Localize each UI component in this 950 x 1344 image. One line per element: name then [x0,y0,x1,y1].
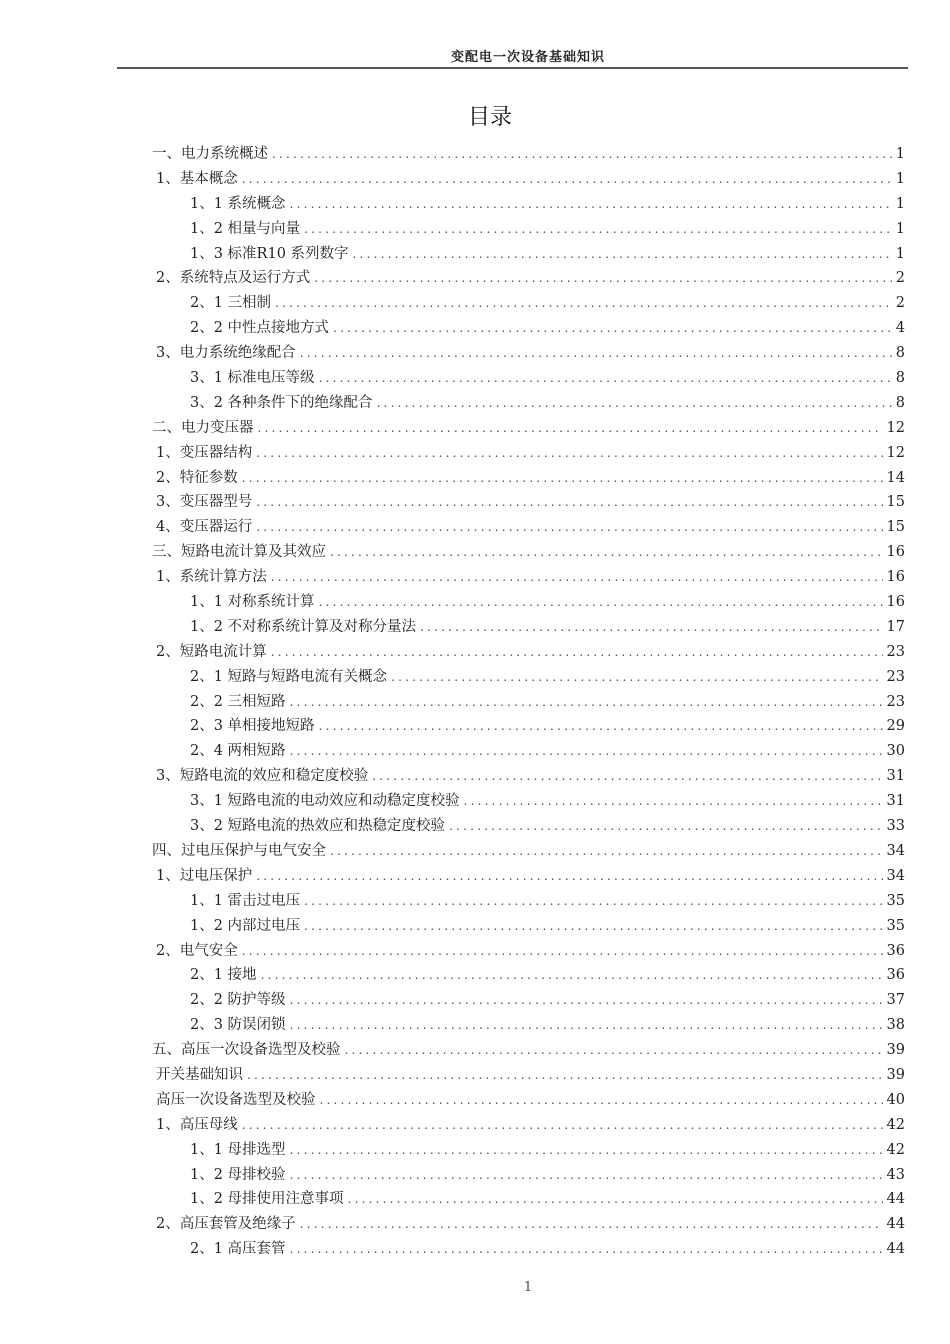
toc-entry-label: 1、2 母排使用注意事项 [190,1191,344,1208]
toc-entry-page: 39 [886,1066,905,1083]
toc-entry[interactable] [152,839,905,864]
toc-entry[interactable] [152,291,905,316]
dot-leader [333,321,892,335]
toc-entry[interactable] [152,391,905,416]
toc-entry-page: 36 [886,942,905,959]
toc-entry[interactable] [152,441,905,466]
dot-leader [420,620,882,634]
toc-entry-page: 30 [886,743,905,760]
dot-leader [319,371,892,385]
toc-entry[interactable] [152,988,905,1013]
toc-entry[interactable] [152,789,905,814]
toc-entry-page: 16 [886,544,905,561]
toc-entry-page: 43 [886,1166,905,1183]
dot-leader [464,794,883,808]
toc-entry-label: 2、特征参数 [156,469,238,486]
page-header-title: 变配电一次设备基础知识 [450,50,605,65]
dot-leader [242,471,883,485]
toc-entry-page: 31 [886,793,905,810]
dot-leader [330,844,883,858]
toc-entry-page: 35 [886,892,905,909]
dot-leader [449,819,882,833]
toc-entry-label: 1、1 雷击过电压 [190,892,301,909]
toc-entry[interactable] [152,1187,905,1212]
toc-entry[interactable] [152,739,905,764]
toc-entry-page: 8 [895,394,905,411]
dot-leader [271,570,883,584]
toc-entry[interactable] [152,1163,905,1188]
toc-entry[interactable] [152,366,905,391]
toc-entry[interactable] [152,142,905,167]
toc-entry-page: 40 [886,1091,905,1108]
dot-leader [348,1192,883,1206]
toc-entry-page: 15 [886,494,905,511]
toc-entry-label: 2、3 防误闭锁 [190,1017,286,1034]
toc-entry-label: 3、2 各种条件下的绝缘配合 [190,394,373,411]
toc-entry[interactable] [152,1237,905,1262]
toc-entry[interactable] [152,565,905,590]
toc-entry-label: 3、2 短路电流的热效应和热稳定度校验 [190,818,446,835]
dot-leader [258,421,883,435]
dot-leader [353,247,892,261]
toc-entry-label: 3、电力系统绝缘配合 [156,345,296,362]
toc-entry-label: 2、2 中性点接地方式 [190,320,330,337]
dot-leader [272,147,892,161]
toc-entry-page: 2 [895,270,905,287]
toc-entry-label: 高压一次设备选型及校验 [156,1091,316,1108]
header-rule [117,67,908,69]
dot-leader [377,396,892,410]
toc-entry-page: 44 [886,1216,905,1233]
toc-entry[interactable] [152,490,905,515]
toc-entry-label: 2、1 短路与短路电流有关概念 [190,668,388,685]
toc-entry-page: 33 [886,818,905,835]
toc-entry[interactable] [152,690,905,715]
toc-entry-page: 36 [886,967,905,984]
dot-leader [261,968,883,982]
dot-leader [314,271,892,285]
toc-entry-page: 2 [895,295,905,312]
toc-entry-page: 8 [895,370,905,387]
toc-entry[interactable] [152,266,905,291]
toc-entry[interactable] [152,665,905,690]
toc-entry-page: 12 [886,419,905,436]
toc-entry-page: 29 [886,718,905,735]
dot-leader [300,1217,883,1231]
dot-leader [247,1068,883,1082]
toc-entry-label: 1、3 标准R10 系列数字 [190,245,349,262]
toc-entry-page: 39 [886,1042,905,1059]
toc-entry-label: 1、1 系统概念 [190,195,286,212]
toc-entry[interactable] [152,889,905,914]
toc-entry-label: 1、2 不对称系统计算及对称分量法 [190,618,417,635]
toc-entry[interactable] [152,242,905,267]
dot-leader [304,222,892,236]
toc-entry[interactable] [152,939,905,964]
toc-entry-page: 38 [886,1017,905,1034]
toc-entry[interactable] [152,540,905,565]
toc-entry[interactable] [152,963,905,988]
toc-entry-page: 1 [895,170,905,187]
dot-leader [256,869,882,883]
toc-entry-page: 1 [895,245,905,262]
toc-entry-label: 1、2 内部过电压 [190,917,301,934]
dot-leader [290,1242,883,1256]
dot-leader [290,1018,883,1032]
toc-entry[interactable] [152,167,905,192]
toc-entry-page: 44 [886,1241,905,1258]
toc-entry-page: 34 [886,867,905,884]
toc-entry-label: 2、高压套管及绝缘子 [156,1216,296,1233]
toc-entry-label: 2、系统特点及运行方式 [156,270,311,287]
toc-entry-label: 一、电力系统概述 [152,146,268,162]
toc-entry[interactable] [152,1013,905,1038]
toc-entry-label: 1、过电压保护 [156,867,253,884]
toc-entry-label: 4、变压器运行 [156,519,253,536]
toc-entry-page: 42 [886,1116,905,1133]
toc-entry-label: 四、过电压保护与电气安全 [152,842,326,859]
toc-entry[interactable] [152,316,905,341]
toc-entry-page: 23 [886,693,905,710]
toc-entry-label: 五、高压一次设备选型及校验 [152,1042,341,1059]
dot-leader [372,769,882,783]
toc-entry-label: 1、1 母排选型 [190,1141,286,1158]
dot-leader [256,495,882,509]
dot-leader [290,993,883,1007]
toc-entry-page: 15 [886,519,905,536]
dot-leader [391,670,882,684]
toc-entry-page: 42 [886,1141,905,1158]
toc-entry[interactable] [152,714,905,739]
footer-page-number: 1 [523,1280,533,1295]
toc-entry-label: 2、1 接地 [190,967,257,984]
dot-leader [320,1093,883,1107]
toc-title: 目录 [467,105,512,130]
toc-entry-page: 44 [886,1191,905,1208]
toc-entry-label: 2、1 三相制 [190,295,272,312]
dot-leader [290,197,892,211]
toc-entry-page: 34 [886,842,905,859]
toc-entry-label: 3、1 标准电压等级 [190,370,315,387]
toc-entry-page: 37 [886,992,905,1009]
toc-entry[interactable] [152,466,905,491]
toc-entry[interactable] [152,914,905,939]
dot-leader [304,894,882,908]
dot-leader [319,595,883,609]
toc-entry-label: 2、4 两相短路 [190,743,286,760]
toc-entry-page: 23 [886,668,905,685]
dot-leader [275,296,892,310]
toc-entry-label: 1、2 母排校验 [190,1166,286,1183]
toc-entry[interactable] [152,615,905,640]
toc-entry-page: 1 [895,220,905,237]
toc-entry-page: 16 [886,569,905,586]
toc-entry-page: 4 [895,320,905,337]
toc-entry[interactable] [152,217,905,242]
toc-entry-label: 三、短路电流计算及其效应 [152,544,326,561]
toc-entry[interactable] [152,1063,905,1088]
toc-entry-label: 2、1 高压套管 [190,1241,286,1258]
toc-entry[interactable] [152,590,905,615]
toc-entry-page: 17 [886,618,905,635]
toc-entry-page: 23 [886,643,905,660]
toc-entry-page: 14 [886,469,905,486]
toc-entry-page: 1 [895,146,905,162]
toc-entry-label: 2、短路电流计算 [156,643,267,660]
dot-leader [242,172,892,186]
dot-leader [256,520,882,534]
toc-entry[interactable] [152,341,905,366]
toc-entry-label: 1、1 对称系统计算 [190,594,315,611]
dot-leader [345,1043,883,1057]
toc-entry-label: 二、电力变压器 [152,419,254,436]
toc-entry[interactable] [152,640,905,665]
toc-entry[interactable] [152,1113,905,1138]
toc-entry[interactable] [152,192,905,217]
toc-entry[interactable] [152,814,905,839]
toc-entry-label: 3、短路电流的效应和稳定度校验 [156,768,369,785]
dot-leader [256,446,882,460]
table-of-contents [152,142,905,1262]
dot-leader [271,645,883,659]
dot-leader [290,744,883,758]
toc-entry-label: 2、2 防护等级 [190,992,286,1009]
toc-entry-page: 1 [895,195,905,212]
dot-leader [304,919,882,933]
toc-entry-label: 2、2 三相短路 [190,693,286,710]
toc-entry[interactable] [152,864,905,889]
dot-leader [242,944,883,958]
toc-entry[interactable] [152,515,905,540]
dot-leader [290,1143,883,1157]
toc-entry[interactable] [152,416,905,441]
toc-entry-page: 35 [886,917,905,934]
dot-leader [290,695,883,709]
dot-leader [242,1118,883,1132]
dot-leader [290,1168,883,1182]
dot-leader [319,719,883,733]
toc-entry-label: 2、电气安全 [156,942,238,959]
toc-entry[interactable] [152,1138,905,1163]
toc-entry-label: 3、1 短路电流的电动效应和动稳定度校验 [190,793,460,810]
toc-entry[interactable] [152,1212,905,1237]
toc-entry[interactable] [152,1088,905,1113]
toc-entry-label: 2、3 单相接地短路 [190,718,315,735]
toc-entry-label: 1、变压器结构 [156,444,253,461]
dot-leader [300,346,892,360]
toc-entry-label: 开关基础知识 [156,1066,243,1083]
toc-entry-page: 12 [886,444,905,461]
toc-entry-label: 1、系统计算方法 [156,569,267,586]
toc-entry-label: 1、基本概念 [156,170,238,187]
toc-entry-page: 16 [886,594,905,611]
toc-entry-page: 31 [886,768,905,785]
toc-entry[interactable] [152,1038,905,1063]
dot-leader [330,545,883,559]
toc-entry-label: 1、2 相量与向量 [190,220,301,237]
toc-entry-label: 3、变压器型号 [156,494,253,511]
toc-entry-page: 8 [895,345,905,362]
toc-entry[interactable] [152,764,905,789]
toc-entry-label: 1、高压母线 [156,1116,238,1133]
